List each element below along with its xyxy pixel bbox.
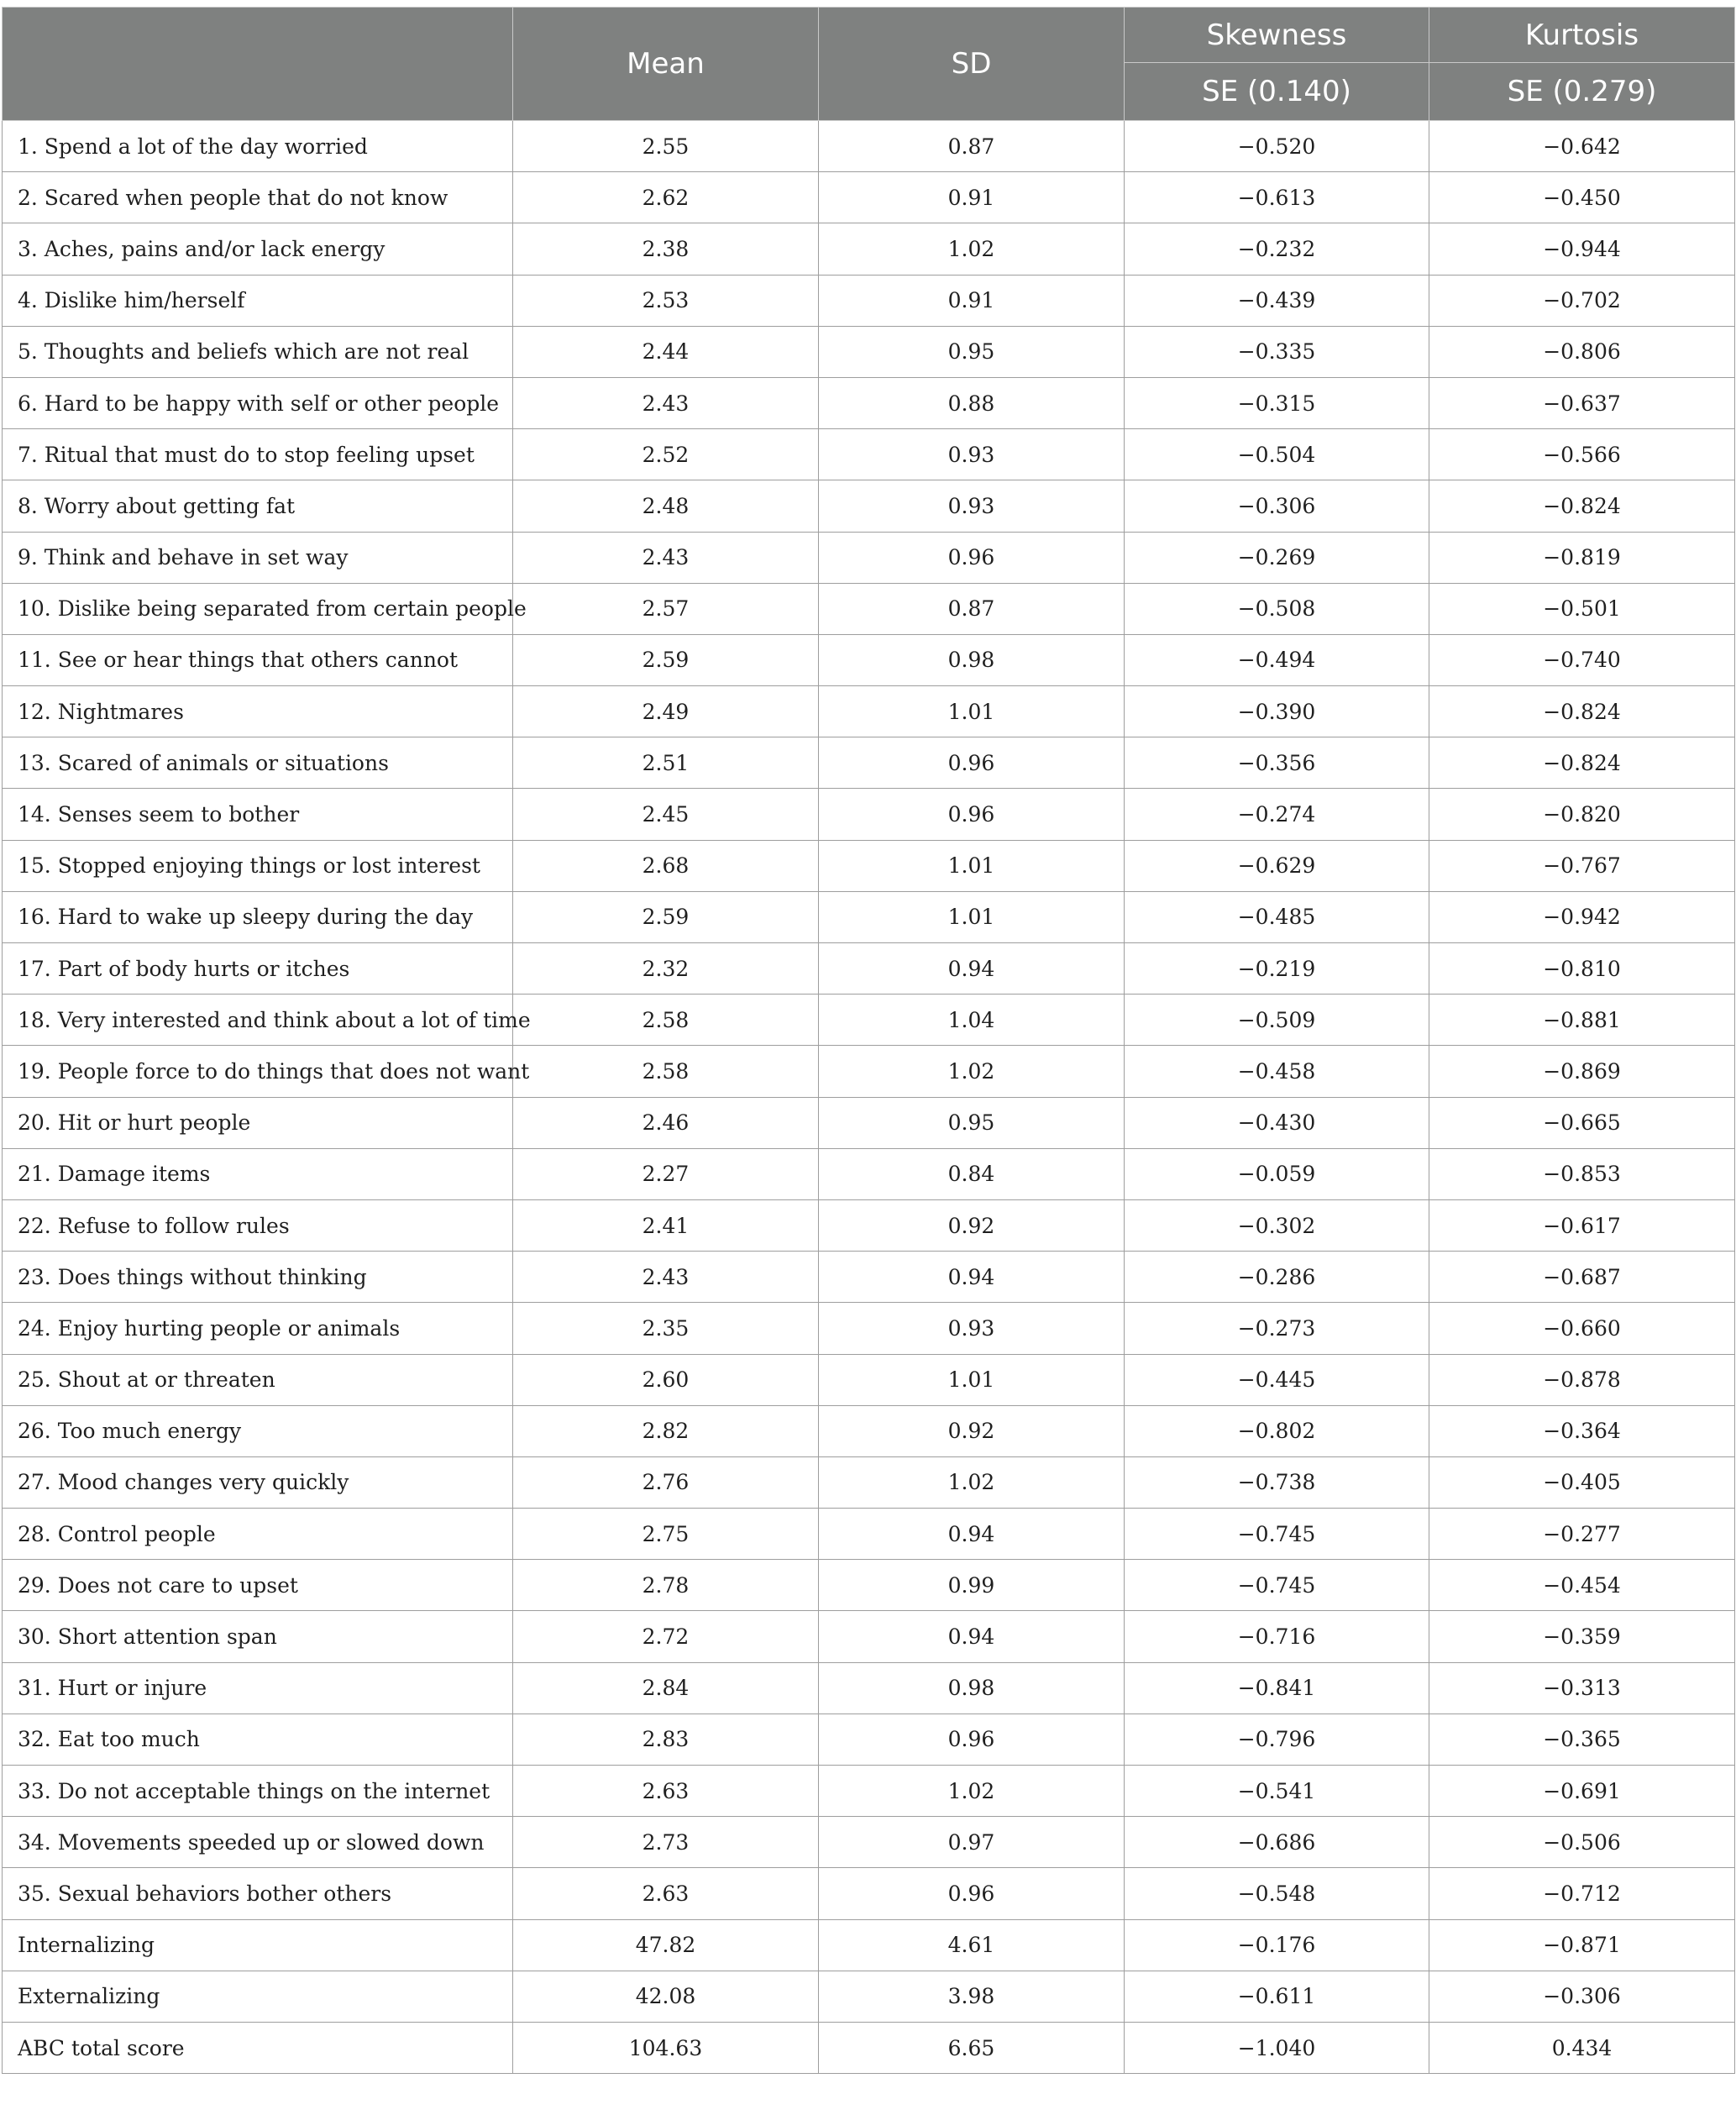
sd-cell: 0.96 — [819, 532, 1125, 583]
skewness-cell: −0.059 — [1125, 1148, 1429, 1199]
skewness-cell: −0.520 — [1125, 121, 1429, 172]
mean-cell: 2.27 — [513, 1148, 819, 1199]
mean-cell: 2.59 — [513, 891, 819, 942]
skewness-cell: −0.335 — [1125, 326, 1429, 377]
skewness-cell: −0.439 — [1125, 275, 1429, 326]
skewness-cell: −0.286 — [1125, 1252, 1429, 1303]
sd-cell: 0.93 — [819, 429, 1125, 480]
header-sd: SD — [819, 8, 1125, 121]
skewness-cell: −0.745 — [1125, 1560, 1429, 1611]
sd-cell: 0.95 — [819, 326, 1125, 377]
table-row — [3, 1046, 1735, 1097]
mean-cell: 104.63 — [513, 2022, 819, 2073]
row-label: 15. Stopped enjoying things or lost interest — [3, 840, 513, 891]
table-row — [3, 1560, 1735, 1611]
skewness-cell: −0.745 — [1125, 1509, 1429, 1560]
mean-cell: 2.38 — [513, 223, 819, 275]
skewness-cell: −0.445 — [1125, 1354, 1429, 1405]
sd-cell: 4.61 — [819, 1919, 1125, 1971]
mean-cell: 2.63 — [513, 1868, 819, 1919]
sd-cell: 1.01 — [819, 686, 1125, 737]
mean-cell: 2.78 — [513, 1560, 819, 1611]
row-label: 30. Short attention span — [3, 1611, 513, 1662]
row-label: 34. Movements speeded up or slowed down — [3, 1817, 513, 1868]
skewness-cell: −0.796 — [1125, 1714, 1429, 1765]
skewness-cell: −0.611 — [1125, 1971, 1429, 2022]
table-row — [3, 121, 1735, 172]
sd-cell: 1.01 — [819, 1354, 1125, 1405]
skewness-cell: −0.232 — [1125, 223, 1429, 275]
table-body — [3, 121, 1735, 2074]
skewness-cell: −1.040 — [1125, 2022, 1429, 2073]
kurtosis-cell: −0.881 — [1429, 995, 1735, 1046]
row-label: Externalizing — [3, 1971, 513, 2022]
sd-cell: 0.87 — [819, 121, 1125, 172]
table-row — [3, 634, 1735, 685]
mean-cell: 47.82 — [513, 1919, 819, 1971]
row-label: 27. Mood changes very quickly — [3, 1456, 513, 1508]
mean-cell: 2.43 — [513, 532, 819, 583]
skewness-cell: −0.629 — [1125, 840, 1429, 891]
row-label: 28. Control people — [3, 1509, 513, 1560]
kurtosis-cell: 0.434 — [1429, 2022, 1735, 2073]
skewness-cell: −0.273 — [1125, 1303, 1429, 1354]
table-row — [3, 1252, 1735, 1303]
header-kurtosis-se: SE (0.279) — [1429, 63, 1735, 121]
kurtosis-cell: −0.660 — [1429, 1303, 1735, 1354]
row-label: Internalizing — [3, 1919, 513, 1971]
row-label: 8. Worry about getting fat — [3, 480, 513, 532]
row-label: 29. Does not care to upset — [3, 1560, 513, 1611]
sd-cell: 0.94 — [819, 1509, 1125, 1560]
skewness-cell: −0.430 — [1125, 1097, 1429, 1148]
skewness-cell: −0.302 — [1125, 1199, 1429, 1251]
skewness-cell: −0.485 — [1125, 891, 1429, 942]
kurtosis-cell: −0.405 — [1429, 1456, 1735, 1508]
kurtosis-cell: −0.806 — [1429, 326, 1735, 377]
kurtosis-cell: −0.869 — [1429, 1046, 1735, 1097]
table-row — [3, 1199, 1735, 1251]
header-skewness-se: SE (0.140) — [1125, 63, 1429, 121]
row-label: 6. Hard to be happy with self or other people — [3, 377, 513, 428]
table-row — [3, 532, 1735, 583]
row-label: 26. Too much energy — [3, 1405, 513, 1456]
table-row — [3, 840, 1735, 891]
skewness-cell: −0.269 — [1125, 532, 1429, 583]
sd-cell: 0.96 — [819, 1714, 1125, 1765]
row-label: 23. Does things without thinking — [3, 1252, 513, 1303]
sd-cell: 0.96 — [819, 1868, 1125, 1919]
sd-cell: 0.88 — [819, 377, 1125, 428]
skewness-cell: −0.458 — [1125, 1046, 1429, 1097]
table-row — [3, 480, 1735, 532]
mean-cell: 2.57 — [513, 583, 819, 634]
mean-cell: 2.51 — [513, 737, 819, 789]
table-row — [3, 1405, 1735, 1456]
mean-cell: 2.84 — [513, 1662, 819, 1714]
row-label: 24. Enjoy hurting people or animals — [3, 1303, 513, 1354]
row-label: 32. Eat too much — [3, 1714, 513, 1765]
mean-cell: 2.43 — [513, 1252, 819, 1303]
kurtosis-cell: −0.740 — [1429, 634, 1735, 685]
header-item-column — [3, 8, 513, 121]
table-row — [3, 429, 1735, 480]
kurtosis-cell: −0.306 — [1429, 1971, 1735, 2022]
table-row — [3, 1868, 1735, 1919]
row-label: 10. Dislike being separated from certain people — [3, 583, 513, 634]
header-mean: Mean — [513, 8, 819, 121]
table-row — [3, 737, 1735, 789]
table-row — [3, 686, 1735, 737]
row-label: ABC total score — [3, 2022, 513, 2073]
mean-cell: 2.58 — [513, 1046, 819, 1097]
kurtosis-cell: −0.501 — [1429, 583, 1735, 634]
table-row — [3, 1971, 1735, 2022]
kurtosis-cell: −0.617 — [1429, 1199, 1735, 1251]
mean-cell: 2.73 — [513, 1817, 819, 1868]
row-label: 33. Do not acceptable things on the internet — [3, 1766, 513, 1817]
mean-cell: 2.55 — [513, 121, 819, 172]
skewness-cell: −0.356 — [1125, 737, 1429, 789]
sd-cell: 0.91 — [819, 172, 1125, 223]
kurtosis-cell: −0.364 — [1429, 1405, 1735, 1456]
mean-cell: 2.44 — [513, 326, 819, 377]
row-label: 5. Thoughts and beliefs which are not real — [3, 326, 513, 377]
row-label: 22. Refuse to follow rules — [3, 1199, 513, 1251]
sd-cell: 1.02 — [819, 1046, 1125, 1097]
table-row — [3, 1817, 1735, 1868]
kurtosis-cell: −0.691 — [1429, 1766, 1735, 1817]
kurtosis-cell: −0.944 — [1429, 223, 1735, 275]
sd-cell: 0.92 — [819, 1405, 1125, 1456]
sd-cell: 0.96 — [819, 737, 1125, 789]
mean-cell: 2.45 — [513, 789, 819, 840]
skewness-cell: −0.686 — [1125, 1817, 1429, 1868]
row-label: 16. Hard to wake up sleepy during the day — [3, 891, 513, 942]
kurtosis-cell: −0.359 — [1429, 1611, 1735, 1662]
kurtosis-cell: −0.702 — [1429, 275, 1735, 326]
skewness-cell: −0.390 — [1125, 686, 1429, 737]
kurtosis-cell: −0.313 — [1429, 1662, 1735, 1714]
skewness-cell: −0.508 — [1125, 583, 1429, 634]
sd-cell: 0.96 — [819, 789, 1125, 840]
table-row — [3, 377, 1735, 428]
kurtosis-cell: −0.642 — [1429, 121, 1735, 172]
row-label: 12. Nightmares — [3, 686, 513, 737]
table-row — [3, 995, 1735, 1046]
kurtosis-cell: −0.942 — [1429, 891, 1735, 942]
table-row — [3, 1611, 1735, 1662]
table-row — [3, 583, 1735, 634]
kurtosis-cell: −0.853 — [1429, 1148, 1735, 1199]
table-row — [3, 1919, 1735, 1971]
skewness-cell: −0.176 — [1125, 1919, 1429, 1971]
kurtosis-cell: −0.277 — [1429, 1509, 1735, 1560]
table-row — [3, 789, 1735, 840]
row-label: 21. Damage items — [3, 1148, 513, 1199]
table-row — [3, 1456, 1735, 1508]
sd-cell: 0.92 — [819, 1199, 1125, 1251]
sd-cell: 0.93 — [819, 480, 1125, 532]
sd-cell: 0.97 — [819, 1817, 1125, 1868]
row-label: 19. People force to do things that does not want — [3, 1046, 513, 1097]
kurtosis-cell: −0.665 — [1429, 1097, 1735, 1148]
skewness-cell: −0.274 — [1125, 789, 1429, 840]
row-label: 25. Shout at or threaten — [3, 1354, 513, 1405]
sd-cell: 6.65 — [819, 2022, 1125, 2073]
sd-cell: 1.04 — [819, 995, 1125, 1046]
table-header — [3, 8, 1735, 121]
skewness-cell: −0.613 — [1125, 172, 1429, 223]
skewness-cell: −0.306 — [1125, 480, 1429, 532]
mean-cell: 42.08 — [513, 1971, 819, 2022]
header-kurtosis: Kurtosis — [1429, 8, 1735, 63]
sd-cell: 1.02 — [819, 1766, 1125, 1817]
sd-cell: 0.87 — [819, 583, 1125, 634]
row-label: 7. Ritual that must do to stop feeling upset — [3, 429, 513, 480]
mean-cell: 2.82 — [513, 1405, 819, 1456]
table-row — [3, 1148, 1735, 1199]
mean-cell: 2.68 — [513, 840, 819, 891]
mean-cell: 2.75 — [513, 1509, 819, 1560]
skewness-cell: −0.738 — [1125, 1456, 1429, 1508]
sd-cell: 1.02 — [819, 223, 1125, 275]
table-row — [3, 172, 1735, 223]
row-label: 14. Senses seem to bother — [3, 789, 513, 840]
kurtosis-cell: −0.454 — [1429, 1560, 1735, 1611]
sd-cell: 0.95 — [819, 1097, 1125, 1148]
table-row — [3, 223, 1735, 275]
row-label: 18. Very interested and think about a lot of time — [3, 995, 513, 1046]
mean-cell: 2.53 — [513, 275, 819, 326]
sd-cell: 0.99 — [819, 1560, 1125, 1611]
skewness-cell: −0.716 — [1125, 1611, 1429, 1662]
sd-cell: 0.98 — [819, 1662, 1125, 1714]
kurtosis-cell: −0.450 — [1429, 172, 1735, 223]
mean-cell: 2.59 — [513, 634, 819, 685]
skewness-cell: −0.802 — [1125, 1405, 1429, 1456]
table-row — [3, 275, 1735, 326]
skewness-cell: −0.315 — [1125, 377, 1429, 428]
mean-cell: 2.83 — [513, 1714, 819, 1765]
sd-cell: 0.84 — [819, 1148, 1125, 1199]
kurtosis-cell: −0.819 — [1429, 532, 1735, 583]
table-row — [3, 1303, 1735, 1354]
table-row — [3, 1509, 1735, 1560]
sd-cell: 0.98 — [819, 634, 1125, 685]
mean-cell: 2.48 — [513, 480, 819, 532]
table-row — [3, 1097, 1735, 1148]
row-label: 31. Hurt or injure — [3, 1662, 513, 1714]
skewness-cell: −0.509 — [1125, 995, 1429, 1046]
header-skewness: Skewness — [1125, 8, 1429, 63]
row-label: 2. Scared when people that do not know — [3, 172, 513, 223]
sd-cell: 0.94 — [819, 1252, 1125, 1303]
sd-cell: 0.93 — [819, 1303, 1125, 1354]
mean-cell: 2.43 — [513, 377, 819, 428]
kurtosis-cell: −0.566 — [1429, 429, 1735, 480]
mean-cell: 2.58 — [513, 995, 819, 1046]
mean-cell: 2.49 — [513, 686, 819, 737]
kurtosis-cell: −0.871 — [1429, 1919, 1735, 1971]
kurtosis-cell: −0.506 — [1429, 1817, 1735, 1868]
mean-cell: 2.62 — [513, 172, 819, 223]
skewness-cell: −0.219 — [1125, 943, 1429, 995]
mean-cell: 2.46 — [513, 1097, 819, 1148]
skewness-cell: −0.548 — [1125, 1868, 1429, 1919]
row-label: 13. Scared of animals or situations — [3, 737, 513, 789]
row-label: 4. Dislike him/herself — [3, 275, 513, 326]
skewness-cell: −0.841 — [1125, 1662, 1429, 1714]
kurtosis-cell: −0.365 — [1429, 1714, 1735, 1765]
skewness-cell: −0.504 — [1125, 429, 1429, 480]
descriptive-statistics-table — [2, 7, 1735, 2074]
row-label: 9. Think and behave in set way — [3, 532, 513, 583]
row-label: 35. Sexual behaviors bother others — [3, 1868, 513, 1919]
mean-cell: 2.76 — [513, 1456, 819, 1508]
row-label: 17. Part of body hurts or itches — [3, 943, 513, 995]
sd-cell: 1.01 — [819, 840, 1125, 891]
kurtosis-cell: −0.767 — [1429, 840, 1735, 891]
row-label: 11. See or hear things that others cannot — [3, 634, 513, 685]
kurtosis-cell: −0.820 — [1429, 789, 1735, 840]
mean-cell: 2.32 — [513, 943, 819, 995]
mean-cell: 2.52 — [513, 429, 819, 480]
row-label: 1. Spend a lot of the day worried — [3, 121, 513, 172]
table-row — [3, 1714, 1735, 1765]
table-row — [3, 2022, 1735, 2073]
table-row — [3, 943, 1735, 995]
sd-cell: 3.98 — [819, 1971, 1125, 2022]
mean-cell: 2.41 — [513, 1199, 819, 1251]
sd-cell: 1.01 — [819, 891, 1125, 942]
table-row — [3, 1354, 1735, 1405]
kurtosis-cell: −0.810 — [1429, 943, 1735, 995]
kurtosis-cell: −0.687 — [1429, 1252, 1735, 1303]
mean-cell: 2.60 — [513, 1354, 819, 1405]
table-row — [3, 1662, 1735, 1714]
skewness-cell: −0.494 — [1125, 634, 1429, 685]
sd-cell: 0.91 — [819, 275, 1125, 326]
skewness-cell: −0.541 — [1125, 1766, 1429, 1817]
kurtosis-cell: −0.712 — [1429, 1868, 1735, 1919]
kurtosis-cell: −0.824 — [1429, 480, 1735, 532]
kurtosis-cell: −0.824 — [1429, 686, 1735, 737]
kurtosis-cell: −0.878 — [1429, 1354, 1735, 1405]
kurtosis-cell: −0.824 — [1429, 737, 1735, 789]
table-row — [3, 1766, 1735, 1817]
sd-cell: 0.94 — [819, 1611, 1125, 1662]
table-row — [3, 891, 1735, 942]
mean-cell: 2.63 — [513, 1766, 819, 1817]
sd-cell: 0.94 — [819, 943, 1125, 995]
kurtosis-cell: −0.637 — [1429, 377, 1735, 428]
row-label: 20. Hit or hurt people — [3, 1097, 513, 1148]
row-label: 3. Aches, pains and/or lack energy — [3, 223, 513, 275]
mean-cell: 2.35 — [513, 1303, 819, 1354]
table-row — [3, 326, 1735, 377]
mean-cell: 2.72 — [513, 1611, 819, 1662]
sd-cell: 1.02 — [819, 1456, 1125, 1508]
